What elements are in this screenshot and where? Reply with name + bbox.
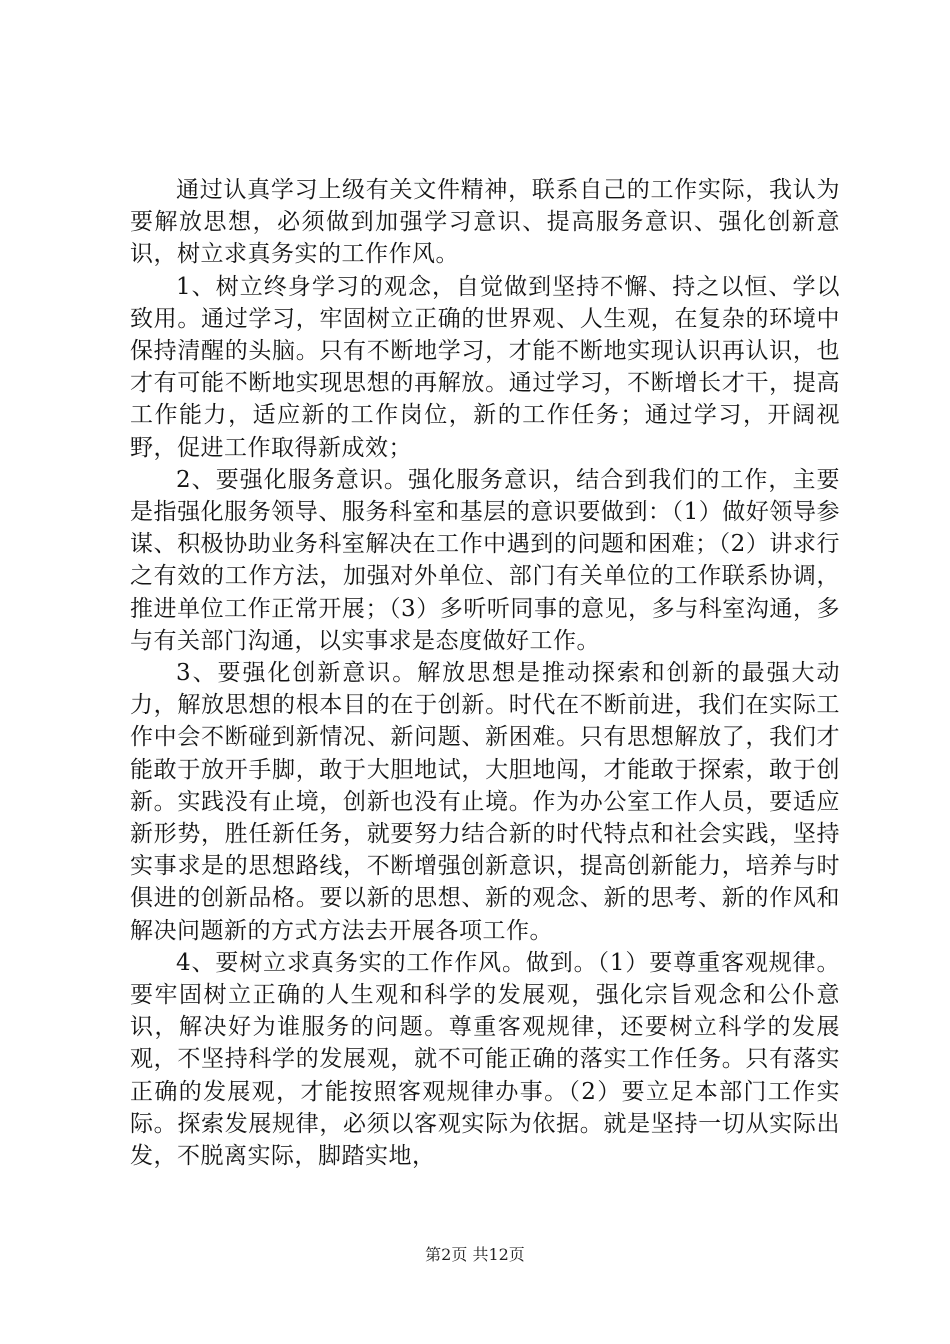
paragraph-lifelong-learning: 1、树立终身学习的观念，自觉做到坚持不懈、持之以恒、学以致用。通过学习，牢固树立正确的世界观、人生观，在复杂的环境中保持清醒的头脑。只有不断地学习，才能不断地实现认识再认识，也才有可能不断地实现思想的再解放。通过学习，不断增长才干，提高工作能力，适应新的工作岗位，新的工作任务；通过学习，开阔视野，促进工作取得新成效； (130, 273, 840, 461)
paragraph-innovation-awareness: 3、要强化创新意识。解放思想是推动探索和创新的最强大动力，解放思想的根本目的在于创新。时代在不断前进，我们在实际工作中会不断碰到新情况、新问题、新困难。只有思想解放了，我们才能敢于放开手脚，敢于大胆地试，大胆地闯，才能敢于探索，敢于创新。实践没有止境，创新也没有止境。作为办公室工作人员，要适应新形势，胜任新任务，就要努力结合新的时代特点和社会实践，坚持实事求是的思想路线，不断增强创新意识，提高创新能力，培养与时俱进的创新品格。要以新的思想、新的观念、新的思考、新的作风和解决问题新的方式方法去开展各项工作。 (130, 660, 840, 944)
paragraph-pragmatic-style: 4、要树立求真务实的工作作风。做到。（1）要尊重客观规律。要牢固树立正确的人生观和科学的发展观，强化宗旨观念和公仆意识，解决好为谁服务的问题。尊重客观规律，还要树立科学的发展观，不坚持科学的发展观，就不可能正确的落实工作任务。只有落实正确的发展观，才能按照客观规律办事。（2）要立足本部门工作实际。探索发展规律，必须以客观实际为依据。就是坚持一切从实际出发，不脱离实际，脚踏实地， (130, 949, 840, 1170)
paragraph-intro: 通过认真学习上级有关文件精神，联系自己的工作实际，我认为要解放思想，必须做到加强学习意识、提高服务意识、强化创新意识，树立求真务实的工作作风。 (130, 177, 840, 268)
paragraph-service-awareness: 2、要强化服务意识。强化服务意识，结合到我们的工作，主要是指强化服务领导、服务科室和基层的意识要做到：（1）做好领导参谋、积极协助业务科室解决在工作中遇到的问题和困难；（2）讲求行之有效的工作方法，加强对外单位、部门有关单位的工作联系协调，推进单位工作正常开展；（3）多听听同事的意见，多与科室沟通，多与有关部门沟通，以实事求是态度做好工作。 (130, 466, 840, 654)
document-body (130, 174, 840, 1172)
page-number-footer: 第2页 共12页 (425, 1245, 525, 1264)
